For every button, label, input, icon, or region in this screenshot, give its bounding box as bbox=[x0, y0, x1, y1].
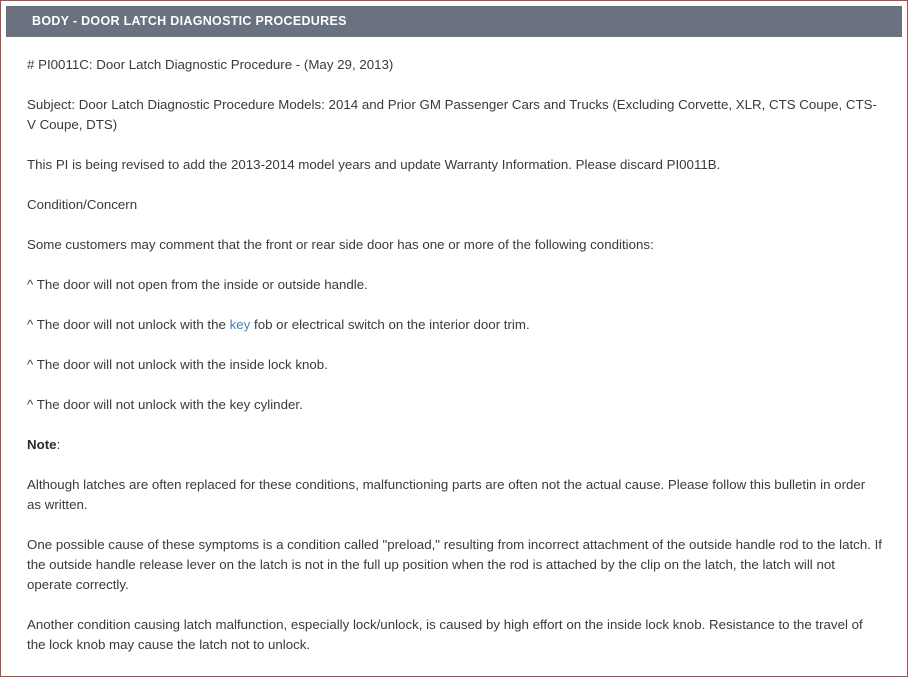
condition-item-2 bbox=[27, 315, 882, 335]
condition-item-4: ^ The door will not unlock with the key cylinder. bbox=[27, 396, 303, 412]
bulletin-id-line: # PI0011C: Door Latch Diagnostic Procedure - (May 29, 2013) bbox=[27, 56, 394, 72]
revision-note: This PI is being revised to add the 2013-2014 model years and update Warranty Information. Please discard PI0011B. bbox=[27, 156, 721, 172]
condition-item-3: ^ The door will not unlock with the inside lock knob. bbox=[27, 356, 328, 372]
note-colon: : bbox=[56, 436, 61, 452]
page-title: BODY - DOOR LATCH DIAGNOSTIC PROCEDURES bbox=[32, 14, 347, 28]
subject-line: Subject: Door Latch Diagnostic Procedure Models: 2014 and Prior GM Passenger Cars and Trucks (Excluding Corvette, XLR, CTS Coupe, CTS-V Coupe, DTS) bbox=[27, 96, 877, 132]
key-link[interactable]: key bbox=[229, 316, 251, 332]
note-text: Although latches are often replaced for these conditions, malfunctioning parts are often not the actual cause. Please follow this bulletin in order as written. bbox=[27, 476, 866, 512]
document-body[interactable] bbox=[6, 37, 902, 676]
condition-item-2-after: fob or electrical switch on the interior door trim. bbox=[250, 316, 530, 332]
note-label-line bbox=[27, 435, 882, 455]
document-title-bar bbox=[6, 6, 902, 37]
section-heading-condition-concern: Condition/Concern bbox=[27, 196, 138, 212]
condition-item-2-before: ^ The door will not unlock with the bbox=[27, 316, 230, 332]
note-label: Note bbox=[27, 436, 57, 452]
second-cause-paragraph: Another condition causing latch malfunction, especially lock/unlock, is caused by high effort on the inside lock knob. Resistance to the travel of the lock knob may cause the latch not to unlock. bbox=[27, 616, 863, 652]
cause-paragraph: One possible cause of these symptoms is a condition called "preload," resulting from incorrect attachment of the outside handle rod to the latch. If the outside handle release lever on the latch is not in the full up position when the rod is attached by the clip on the latch, the latch will not operate correctly. bbox=[27, 536, 882, 592]
condition-intro: Some customers may comment that the front or rear side door has one or more of the following conditions: bbox=[27, 236, 654, 252]
condition-item-1: ^ The door will not open from the inside or outside handle. bbox=[27, 276, 368, 292]
